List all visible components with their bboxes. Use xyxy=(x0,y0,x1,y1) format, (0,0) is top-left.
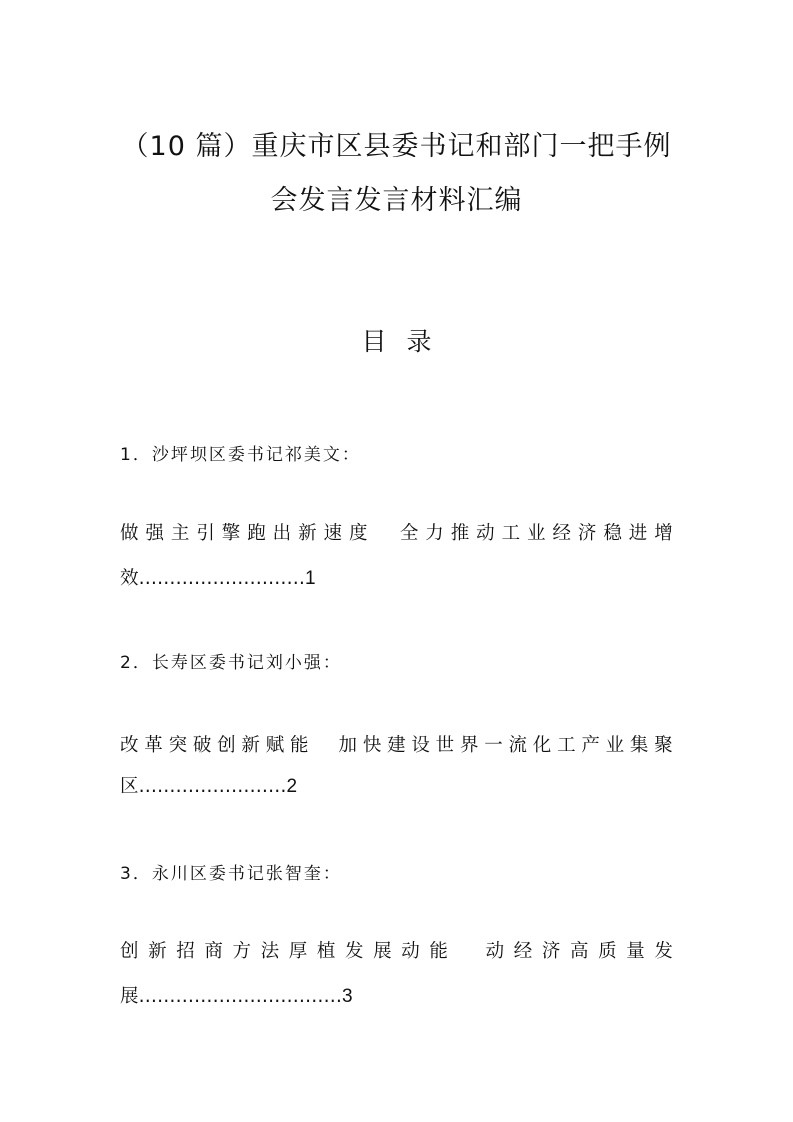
toc-title-char: 高 xyxy=(570,941,589,962)
toc-heading-char-1: 目 xyxy=(361,327,387,356)
toc-title-char: 质 xyxy=(598,941,617,962)
toc-title-char: 厚 xyxy=(288,941,308,962)
toc-title-char: 快 xyxy=(362,735,382,756)
toc-title-char: 突 xyxy=(168,735,188,756)
toc-title-char: 工 xyxy=(557,735,576,756)
document-title-line-1: （10 篇）重庆市区县委书记和部门一把手例 xyxy=(121,131,672,162)
toc-title-char: 跑 xyxy=(247,523,266,544)
toc-title-char: 量 xyxy=(626,941,645,962)
toc-title-char: 主 xyxy=(170,523,190,544)
toc-title-char: 擎 xyxy=(221,523,241,544)
toc-title-char: 济 xyxy=(541,941,561,962)
toc-title-char: 业 xyxy=(605,735,625,756)
toc-title-char: 引 xyxy=(196,523,215,544)
toc-title-char: 发 xyxy=(654,941,673,962)
toc-title-char: 界 xyxy=(459,735,479,756)
toc-title-char xyxy=(374,519,393,545)
toc-title-char: 能 xyxy=(429,941,448,962)
toc-title-char: 速 xyxy=(323,523,343,544)
toc-entry-title-line[interactable] xyxy=(120,519,673,545)
toc-entry-title-line[interactable] xyxy=(120,937,673,963)
toc-entry-title-continuation[interactable] xyxy=(120,564,316,590)
toc-title-char: 产 xyxy=(581,735,600,756)
toc-title-char: 破 xyxy=(192,735,212,756)
toc-entry-title-continuation[interactable] xyxy=(120,982,353,1008)
toc-title-char: 出 xyxy=(272,523,292,544)
toc-title-char: 革 xyxy=(144,735,163,756)
toc-title-char: 化 xyxy=(532,735,552,756)
toc-heading xyxy=(0,322,793,358)
toc-title-char: 力 xyxy=(425,523,444,544)
toc-title-char: 新 xyxy=(298,523,317,544)
toc-title-char: 集 xyxy=(629,735,649,756)
toc-title-char: 新 xyxy=(148,941,167,962)
toc-title-char: 经 xyxy=(552,523,571,544)
toc-title-char: 度 xyxy=(348,523,368,544)
toc-entry-title-tail: 展 xyxy=(120,986,139,1007)
toc-title-char: 招 xyxy=(176,941,195,962)
toc-title-char: 全 xyxy=(399,523,419,544)
toc-title-char: 创 xyxy=(120,941,139,962)
toc-title-char: 济 xyxy=(577,523,597,544)
toc-title-char: 创 xyxy=(217,735,236,756)
toc-title-char: 业 xyxy=(527,523,546,544)
toc-entry-heading: 2．长寿区委书记刘小强： xyxy=(120,653,342,673)
toc-title-char: 展 xyxy=(373,941,392,962)
toc-title-char xyxy=(314,731,333,757)
toc-title-char: 增 xyxy=(654,523,673,544)
toc-leader-dots: …………………… xyxy=(138,776,287,797)
toc-title-char: 设 xyxy=(411,735,430,756)
toc-entry-title-continuation[interactable] xyxy=(120,772,297,798)
toc-heading-char-2: 录 xyxy=(406,327,432,356)
toc-title-char: 稳 xyxy=(603,523,622,544)
toc-title-char: 动 xyxy=(476,523,495,544)
toc-entry-title-tail: 区 xyxy=(120,776,139,797)
toc-entry-title-tail: 效 xyxy=(120,568,139,589)
toc-title-char: 商 xyxy=(204,941,223,962)
toc-entry-title-line[interactable] xyxy=(120,731,673,757)
toc-title-char: 一 xyxy=(484,735,503,756)
toc-entry-heading: 1．沙坪坝区委书记祁美文： xyxy=(120,445,361,465)
toc-title-char: 动 xyxy=(401,941,420,962)
toc-title-char: 经 xyxy=(513,941,533,962)
toc-title-char: 聚 xyxy=(654,735,673,756)
toc-title-char: 进 xyxy=(628,523,648,544)
document-title-line-2: 会发言发言材料汇编 xyxy=(270,185,523,216)
toc-title-char: 发 xyxy=(345,941,364,962)
toc-title-char xyxy=(458,937,477,963)
toc-page-number: 1 xyxy=(305,568,316,589)
toc-title-char: 建 xyxy=(387,735,406,756)
toc-title-char: 工 xyxy=(501,523,521,544)
toc-title-char: 新 xyxy=(241,735,260,756)
toc-title-char: 推 xyxy=(450,523,470,544)
toc-title-char: 流 xyxy=(508,735,528,756)
toc-title-char: 法 xyxy=(260,941,280,962)
toc-title-char: 做 xyxy=(120,523,139,544)
toc-title-char: 能 xyxy=(289,735,309,756)
toc-entry-heading: 3．永川区委书记张智奎： xyxy=(120,864,342,884)
toc-title-char: 赋 xyxy=(265,735,285,756)
toc-page-number: 3 xyxy=(342,986,353,1007)
toc-leader-dots: …………………………… xyxy=(138,986,343,1007)
toc-title-char: 动 xyxy=(485,941,505,962)
toc-title-char: 加 xyxy=(338,735,358,756)
toc-leader-dots: ……………………… xyxy=(138,568,306,589)
toc-title-char: 世 xyxy=(435,735,455,756)
toc-title-char: 改 xyxy=(120,735,139,756)
toc-title-char: 强 xyxy=(145,523,164,544)
toc-title-char: 植 xyxy=(316,941,336,962)
toc-title-char: 方 xyxy=(232,941,252,962)
toc-page-number: 2 xyxy=(286,776,298,797)
